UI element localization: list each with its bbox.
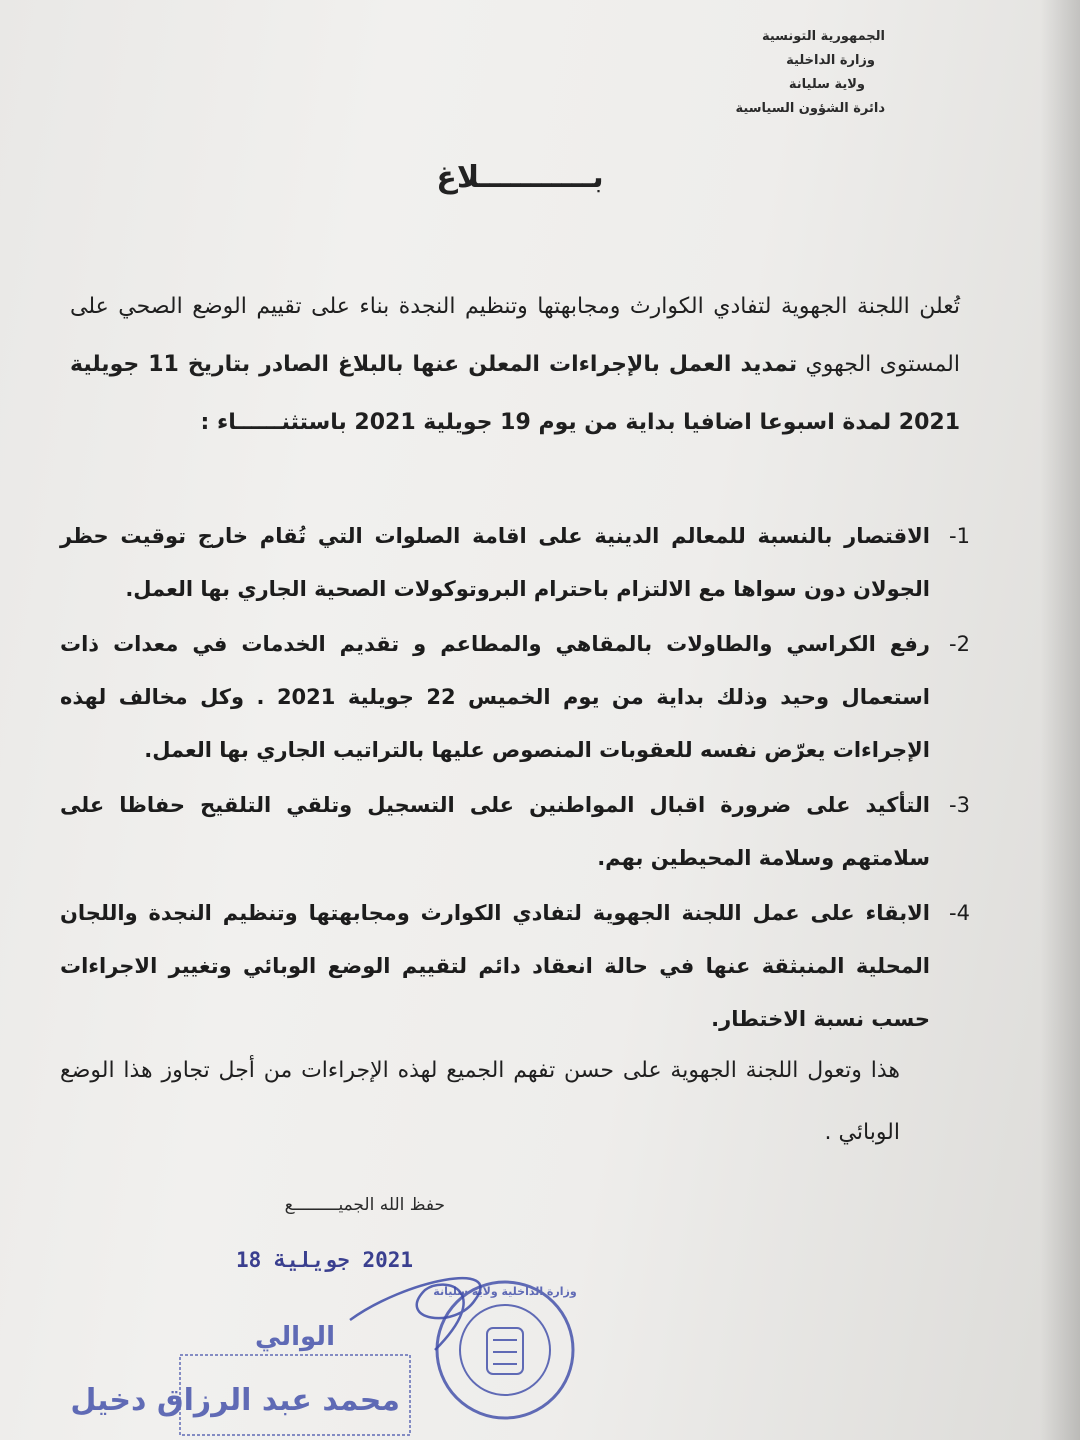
list-item: [60, 510, 970, 616]
signoff: حفظ الله الجميـــــــــع: [284, 1195, 445, 1215]
list-item-text: الابقاء على عمل اللجنة الجهوية لتفادي الكوارث ومجابهتها وتنظيم النجدة واللجان المحلية المنبثقة عنها في حالة انعقاد دائم لتقييم الوضع الوبائي وتغيير الاجراءات حسب نسبة الاختطار.: [60, 901, 930, 1031]
intro-paragraph: [70, 278, 960, 452]
list-item-number: 2-: [949, 632, 970, 656]
list-item-number: 4-: [949, 901, 970, 925]
date-stamp: 2021 جويلية 18: [236, 1248, 414, 1272]
intro-text: تُعلن اللجنة الجهوية لتفادي الكوارث ومجابهتها وتنظيم النجدة بناء على تقييم الوضع الصحي على المستوى الجهوي: [70, 294, 960, 377]
letterhead-department: دائرة الشؤون السياسية: [735, 101, 885, 116]
list-item: [60, 618, 970, 777]
page-edge-shadow: [1040, 0, 1080, 1440]
list-item: [60, 779, 970, 885]
intro-exception-label: باستثنــــــاء :: [200, 410, 355, 435]
round-seal: [433, 1282, 577, 1418]
letterhead-ministry: وزارة الداخلية: [786, 53, 875, 68]
signature-title: الوالي: [255, 1322, 335, 1352]
closing-paragraph: هذا وتعول اللجنة الجهوية على حسن تفهم الجميع لهذه الإجراءات من أجل تجاوز هذا الوضع الوبائي .: [60, 1058, 900, 1145]
letterhead-country: الجمهورية التونسية: [761, 29, 885, 44]
list-item: [60, 887, 970, 1046]
letterhead: [665, 25, 885, 121]
intro-bold-text: تمديد العمل بالإجراءات المعلن عنها بالبلاغ الصادر بتاريخ 11 جويلية 2021 لمدة اسبوعا اضافيا بداية من يوم 19 جويلية 2021: [70, 352, 960, 435]
exceptions-list: [60, 510, 970, 1048]
signature-name: محمد عبد الرزاق دخيل: [70, 1383, 400, 1418]
document-title: بـــــــــــلاغ: [436, 160, 604, 195]
list-item-number: 3-: [949, 793, 970, 817]
list-item-text: الاقتصار بالنسبة للمعالم الدينية على اقامة الصلوات التي تُقام خارج توقيت حظر الجولان دون سواها مع الالتزام باحترام البروتوكولات الصحية الجاري بها العمل.: [60, 524, 930, 601]
seal-text: وزارة الداخلية ولاية سليانة: [433, 1285, 577, 1298]
list-item-number: 1-: [949, 524, 970, 548]
official-stamp-and-signature: [70, 1260, 577, 1440]
list-item-text: التأكيد على ضرورة اقبال المواطنين على التسجيل وتلقي التلقيح حفاظا على سلامتهم وسلامة المحيطين بهم.: [60, 793, 930, 870]
letterhead-governorate: ولاية سليانة: [788, 77, 865, 92]
list-item-text: رفع الكراسي والطاولات بالمقاهي والمطاعم و تقديم الخدمات في معدات ذات استعمال وحيد وذلك بداية من يوم الخميس 22 جويلية 2021 . وكل مخالف لهذه الإجراءات يعرّض نفسه للعقوبات المنصوص عليها بالتراتيب الجاري بها العمل.: [60, 632, 930, 762]
name-stamp: [70, 1322, 410, 1435]
